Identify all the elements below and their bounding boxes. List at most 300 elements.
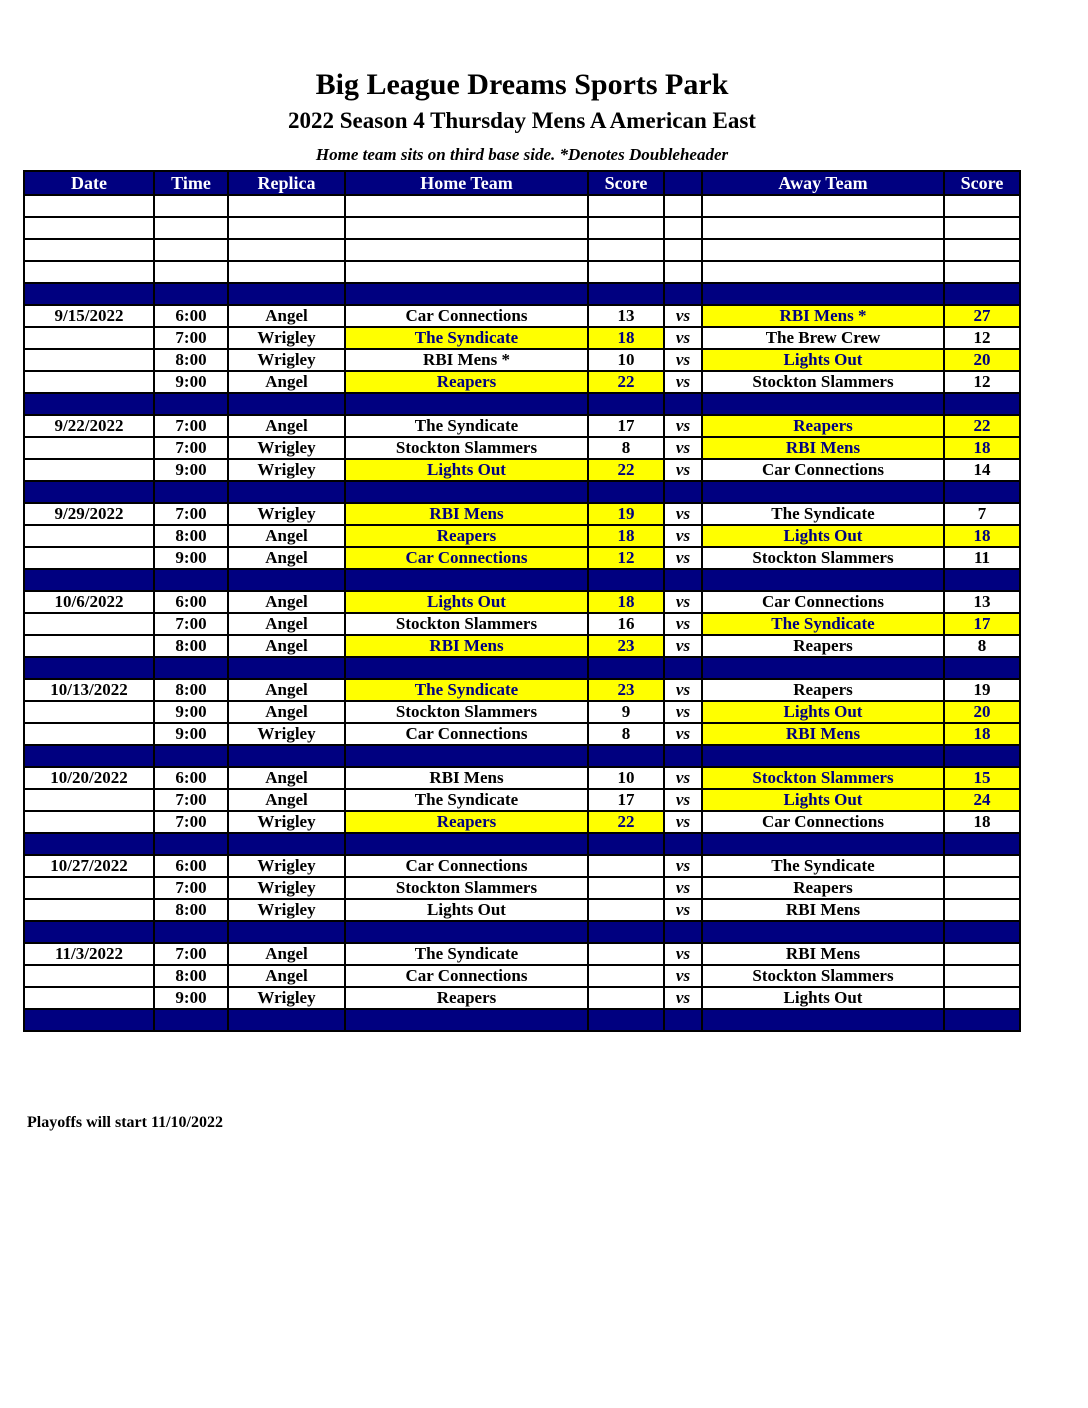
separator-cell xyxy=(345,481,588,503)
page-title: Big League Dreams Sports Park xyxy=(315,68,729,101)
blank-cell xyxy=(944,239,1020,261)
game-time: 7:00 xyxy=(154,437,228,459)
separator-cell xyxy=(154,481,228,503)
away-team: The Syndicate xyxy=(702,613,944,635)
separator-cell xyxy=(228,569,345,591)
game-replica: Angel xyxy=(228,965,345,987)
blank-cell xyxy=(228,239,345,261)
home-team: Lights Out xyxy=(345,459,588,481)
game-date xyxy=(24,459,154,481)
game-row xyxy=(24,899,1020,921)
home-team: Car Connections xyxy=(345,305,588,327)
blank-cell xyxy=(228,217,345,239)
game-time: 7:00 xyxy=(154,503,228,525)
game-date: 10/27/2022 xyxy=(24,855,154,877)
separator-cell xyxy=(944,1009,1020,1031)
away-team: RBI Mens xyxy=(702,899,944,921)
game-replica: Angel xyxy=(228,613,345,635)
blank-cell xyxy=(588,217,664,239)
home-score: 13 xyxy=(588,305,664,327)
game-replica: Angel xyxy=(228,789,345,811)
vs-label: vs xyxy=(664,503,702,525)
home-score: 23 xyxy=(588,679,664,701)
away-score: 14 xyxy=(944,459,1020,481)
game-replica: Wrigley xyxy=(228,327,345,349)
separator-cell xyxy=(588,283,664,305)
game-time: 6:00 xyxy=(154,591,228,613)
game-date: 9/22/2022 xyxy=(24,415,154,437)
vs-label: vs xyxy=(664,459,702,481)
vs-label: vs xyxy=(664,965,702,987)
game-time: 7:00 xyxy=(154,811,228,833)
home-team: Reapers xyxy=(345,987,588,1009)
away-team: Lights Out xyxy=(702,349,944,371)
col-replica-header: Replica xyxy=(228,171,345,195)
vs-label: vs xyxy=(664,371,702,393)
separator-row xyxy=(24,833,1020,855)
game-date xyxy=(24,811,154,833)
game-date xyxy=(24,371,154,393)
separator-cell xyxy=(228,1009,345,1031)
away-team: RBI Mens * xyxy=(702,305,944,327)
game-time: 8:00 xyxy=(154,525,228,547)
game-replica: Wrigley xyxy=(228,855,345,877)
col-away-team-header: Away Team xyxy=(702,171,944,195)
home-score: 18 xyxy=(588,327,664,349)
away-score: 18 xyxy=(944,437,1020,459)
separator-cell xyxy=(24,393,154,415)
game-row xyxy=(24,327,1020,349)
blank-cell xyxy=(588,195,664,217)
blank-cell xyxy=(154,195,228,217)
home-team: Lights Out xyxy=(345,899,588,921)
home-score: 17 xyxy=(588,789,664,811)
home-score: 10 xyxy=(588,767,664,789)
home-score: 8 xyxy=(588,437,664,459)
separator-cell xyxy=(702,657,944,679)
vs-label: vs xyxy=(664,899,702,921)
home-team: Lights Out xyxy=(345,591,588,613)
away-team: Stockton Slammers xyxy=(702,371,944,393)
game-date: 10/13/2022 xyxy=(24,679,154,701)
game-time: 8:00 xyxy=(154,899,228,921)
away-score: 13 xyxy=(944,591,1020,613)
separator-cell xyxy=(154,657,228,679)
game-date xyxy=(24,877,154,899)
separator-cell xyxy=(345,921,588,943)
away-team: Reapers xyxy=(702,635,944,657)
game-replica: Wrigley xyxy=(228,877,345,899)
col-away-score-header: Score xyxy=(944,171,1020,195)
separator-row xyxy=(24,283,1020,305)
game-date xyxy=(24,635,154,657)
home-score: 9 xyxy=(588,701,664,723)
vs-label: vs xyxy=(664,547,702,569)
game-row xyxy=(24,811,1020,833)
separator-cell xyxy=(588,481,664,503)
vs-label: vs xyxy=(664,635,702,657)
away-team: Lights Out xyxy=(702,789,944,811)
game-time: 7:00 xyxy=(154,613,228,635)
away-team: Lights Out xyxy=(702,987,944,1009)
separator-cell xyxy=(702,393,944,415)
separator-cell xyxy=(228,393,345,415)
game-replica: Angel xyxy=(228,767,345,789)
schedule-table xyxy=(23,170,1021,1032)
vs-label: vs xyxy=(664,591,702,613)
game-time: 9:00 xyxy=(154,547,228,569)
game-time: 9:00 xyxy=(154,459,228,481)
vs-label: vs xyxy=(664,327,702,349)
game-replica: Wrigley xyxy=(228,899,345,921)
separator-cell xyxy=(588,569,664,591)
separator-row xyxy=(24,745,1020,767)
away-score: 17 xyxy=(944,613,1020,635)
home-score: 19 xyxy=(588,503,664,525)
home-score: 23 xyxy=(588,635,664,657)
separator-cell xyxy=(664,393,702,415)
game-row xyxy=(24,547,1020,569)
vs-label: vs xyxy=(664,855,702,877)
game-row xyxy=(24,877,1020,899)
vs-label: vs xyxy=(664,305,702,327)
away-score: 18 xyxy=(944,723,1020,745)
game-row xyxy=(24,371,1020,393)
game-replica: Wrigley xyxy=(228,723,345,745)
game-row xyxy=(24,965,1020,987)
game-replica: Wrigley xyxy=(228,987,345,1009)
separator-cell xyxy=(944,283,1020,305)
home-score: 18 xyxy=(588,591,664,613)
game-date xyxy=(24,965,154,987)
away-team: Reapers xyxy=(702,679,944,701)
separator-cell xyxy=(944,393,1020,415)
game-time: 9:00 xyxy=(154,371,228,393)
game-row xyxy=(24,349,1020,371)
separator-cell xyxy=(24,283,154,305)
separator-cell xyxy=(24,657,154,679)
game-replica: Wrigley xyxy=(228,349,345,371)
home-team: Stockton Slammers xyxy=(345,701,588,723)
blank-cell xyxy=(345,261,588,283)
separator-cell xyxy=(944,657,1020,679)
blank-cell xyxy=(944,195,1020,217)
game-time: 7:00 xyxy=(154,877,228,899)
away-score xyxy=(944,899,1020,921)
vs-label: vs xyxy=(664,789,702,811)
separator-cell xyxy=(345,1009,588,1031)
game-row xyxy=(24,701,1020,723)
away-team: Car Connections xyxy=(702,811,944,833)
game-date: 9/15/2022 xyxy=(24,305,154,327)
col-vs-header xyxy=(664,171,702,195)
game-row xyxy=(24,525,1020,547)
game-time: 9:00 xyxy=(154,723,228,745)
home-score xyxy=(588,899,664,921)
separator-cell xyxy=(702,1009,944,1031)
separator-cell xyxy=(588,1009,664,1031)
blank-cell xyxy=(154,239,228,261)
game-date xyxy=(24,701,154,723)
separator-cell xyxy=(345,569,588,591)
game-row xyxy=(24,789,1020,811)
home-score xyxy=(588,877,664,899)
game-time: 6:00 xyxy=(154,855,228,877)
blank-cell xyxy=(24,239,154,261)
separator-cell xyxy=(702,283,944,305)
schedule-body xyxy=(24,195,1020,1031)
vs-label: vs xyxy=(664,877,702,899)
col-home-team-header: Home Team xyxy=(345,171,588,195)
game-date xyxy=(24,547,154,569)
home-team: The Syndicate xyxy=(345,415,588,437)
game-replica: Angel xyxy=(228,591,345,613)
away-team: RBI Mens xyxy=(702,723,944,745)
game-date: 9/29/2022 xyxy=(24,503,154,525)
vs-label: vs xyxy=(664,679,702,701)
game-date xyxy=(24,437,154,459)
blank-row xyxy=(24,217,1020,239)
away-team: RBI Mens xyxy=(702,437,944,459)
separator-cell xyxy=(588,657,664,679)
home-team: Stockton Slammers xyxy=(345,613,588,635)
game-date: 10/6/2022 xyxy=(24,591,154,613)
home-team: Reapers xyxy=(345,811,588,833)
away-score xyxy=(944,965,1020,987)
away-score: 18 xyxy=(944,811,1020,833)
separator-cell xyxy=(664,1009,702,1031)
separator-cell xyxy=(702,921,944,943)
vs-label: vs xyxy=(664,437,702,459)
game-date: 10/20/2022 xyxy=(24,767,154,789)
vs-label: vs xyxy=(664,349,702,371)
blank-cell xyxy=(944,261,1020,283)
game-date xyxy=(24,723,154,745)
vs-label: vs xyxy=(664,987,702,1009)
blank-row xyxy=(24,239,1020,261)
game-date xyxy=(24,525,154,547)
blank-cell xyxy=(345,239,588,261)
separator-cell xyxy=(588,833,664,855)
away-team: Lights Out xyxy=(702,701,944,723)
separator-cell xyxy=(664,745,702,767)
game-time: 9:00 xyxy=(154,701,228,723)
blank-cell xyxy=(588,261,664,283)
home-team: RBI Mens xyxy=(345,767,588,789)
away-score: 11 xyxy=(944,547,1020,569)
blank-cell xyxy=(944,217,1020,239)
game-replica: Angel xyxy=(228,305,345,327)
away-team: Stockton Slammers xyxy=(702,547,944,569)
separator-cell xyxy=(702,833,944,855)
separator-cell xyxy=(664,833,702,855)
game-time: 6:00 xyxy=(154,767,228,789)
separator-cell xyxy=(664,481,702,503)
separator-cell xyxy=(664,657,702,679)
separator-cell xyxy=(228,481,345,503)
blank-cell xyxy=(345,195,588,217)
separator-cell xyxy=(154,921,228,943)
separator-cell xyxy=(944,921,1020,943)
blank-cell xyxy=(24,261,154,283)
home-score: 22 xyxy=(588,371,664,393)
game-replica: Wrigley xyxy=(228,503,345,525)
game-replica: Angel xyxy=(228,525,345,547)
separator-cell xyxy=(24,569,154,591)
separator-cell xyxy=(944,745,1020,767)
header-row xyxy=(24,171,1020,195)
game-replica: Wrigley xyxy=(228,459,345,481)
game-row xyxy=(24,635,1020,657)
separator-cell xyxy=(24,1009,154,1031)
separator-cell xyxy=(154,833,228,855)
game-time: 7:00 xyxy=(154,415,228,437)
away-score: 22 xyxy=(944,415,1020,437)
game-row xyxy=(24,591,1020,613)
game-time: 8:00 xyxy=(154,349,228,371)
home-team: RBI Mens xyxy=(345,503,588,525)
away-team: Car Connections xyxy=(702,459,944,481)
separator-cell xyxy=(345,283,588,305)
home-team: Car Connections xyxy=(345,855,588,877)
separator-cell xyxy=(154,393,228,415)
game-row xyxy=(24,503,1020,525)
separator-cell xyxy=(24,745,154,767)
game-time: 6:00 xyxy=(154,305,228,327)
home-score: 18 xyxy=(588,525,664,547)
away-score: 7 xyxy=(944,503,1020,525)
game-time: 7:00 xyxy=(154,943,228,965)
season-subtitle: 2022 Season 4 Thursday Mens A American East xyxy=(288,108,756,133)
col-home-score-header: Score xyxy=(588,171,664,195)
vs-label: vs xyxy=(664,525,702,547)
away-score: 15 xyxy=(944,767,1020,789)
blank-row xyxy=(24,261,1020,283)
home-score: 8 xyxy=(588,723,664,745)
separator-row xyxy=(24,393,1020,415)
blank-cell xyxy=(228,195,345,217)
playoffs-note: Playoffs will start 11/10/2022 xyxy=(27,1114,223,1131)
separator-cell xyxy=(588,745,664,767)
home-score xyxy=(588,943,664,965)
vs-label: vs xyxy=(664,701,702,723)
blank-cell xyxy=(702,195,944,217)
game-time: 9:00 xyxy=(154,987,228,1009)
home-score: 16 xyxy=(588,613,664,635)
away-score: 19 xyxy=(944,679,1020,701)
home-team: Car Connections xyxy=(345,723,588,745)
blank-cell xyxy=(702,217,944,239)
home-score: 22 xyxy=(588,459,664,481)
away-score xyxy=(944,943,1020,965)
away-team: RBI Mens xyxy=(702,943,944,965)
col-time-header: Time xyxy=(154,171,228,195)
game-time: 8:00 xyxy=(154,635,228,657)
away-score: 18 xyxy=(944,525,1020,547)
game-time: 8:00 xyxy=(154,965,228,987)
away-team: Car Connections xyxy=(702,591,944,613)
game-replica: Angel xyxy=(228,679,345,701)
col-date-header: Date xyxy=(24,171,154,195)
home-team: Stockton Slammers xyxy=(345,877,588,899)
game-row xyxy=(24,613,1020,635)
doubleheader-note: Home team sits on third base side. *Denotes Doubleheader xyxy=(315,145,729,164)
home-team: The Syndicate xyxy=(345,679,588,701)
game-row xyxy=(24,679,1020,701)
game-row xyxy=(24,415,1020,437)
separator-cell xyxy=(228,657,345,679)
blank-cell xyxy=(345,217,588,239)
separator-cell xyxy=(664,283,702,305)
game-time: 7:00 xyxy=(154,327,228,349)
game-date xyxy=(24,349,154,371)
blank-cell xyxy=(24,217,154,239)
blank-cell xyxy=(664,239,702,261)
blank-cell xyxy=(24,195,154,217)
home-team: Car Connections xyxy=(345,965,588,987)
away-team: Stockton Slammers xyxy=(702,965,944,987)
separator-cell xyxy=(702,745,944,767)
game-row xyxy=(24,855,1020,877)
separator-cell xyxy=(228,921,345,943)
away-score: 12 xyxy=(944,327,1020,349)
game-row xyxy=(24,723,1020,745)
home-score: 12 xyxy=(588,547,664,569)
separator-cell xyxy=(345,393,588,415)
game-date xyxy=(24,789,154,811)
home-team: Reapers xyxy=(345,525,588,547)
game-replica: Angel xyxy=(228,635,345,657)
game-date xyxy=(24,899,154,921)
away-score: 20 xyxy=(944,701,1020,723)
separator-cell xyxy=(944,569,1020,591)
home-team: Stockton Slammers xyxy=(345,437,588,459)
away-team: The Brew Crew xyxy=(702,327,944,349)
separator-cell xyxy=(345,657,588,679)
game-replica: Angel xyxy=(228,701,345,723)
separator-cell xyxy=(345,833,588,855)
separator-cell xyxy=(702,569,944,591)
separator-cell xyxy=(228,283,345,305)
home-team: The Syndicate xyxy=(345,327,588,349)
away-team: Stockton Slammers xyxy=(702,767,944,789)
separator-cell xyxy=(664,921,702,943)
home-score: 22 xyxy=(588,811,664,833)
away-score xyxy=(944,877,1020,899)
vs-label: vs xyxy=(664,723,702,745)
blank-cell xyxy=(588,239,664,261)
home-score: 17 xyxy=(588,415,664,437)
game-time: 8:00 xyxy=(154,679,228,701)
home-team: The Syndicate xyxy=(345,789,588,811)
game-replica: Angel xyxy=(228,371,345,393)
vs-label: vs xyxy=(664,767,702,789)
separator-row xyxy=(24,1009,1020,1031)
away-score xyxy=(944,855,1020,877)
away-score: 27 xyxy=(944,305,1020,327)
blank-cell xyxy=(664,217,702,239)
blank-cell xyxy=(664,261,702,283)
separator-row xyxy=(24,481,1020,503)
vs-label: vs xyxy=(664,811,702,833)
away-team: The Syndicate xyxy=(702,855,944,877)
game-replica: Angel xyxy=(228,415,345,437)
separator-cell xyxy=(24,833,154,855)
game-row xyxy=(24,943,1020,965)
game-date xyxy=(24,987,154,1009)
separator-cell xyxy=(588,921,664,943)
separator-cell xyxy=(154,745,228,767)
